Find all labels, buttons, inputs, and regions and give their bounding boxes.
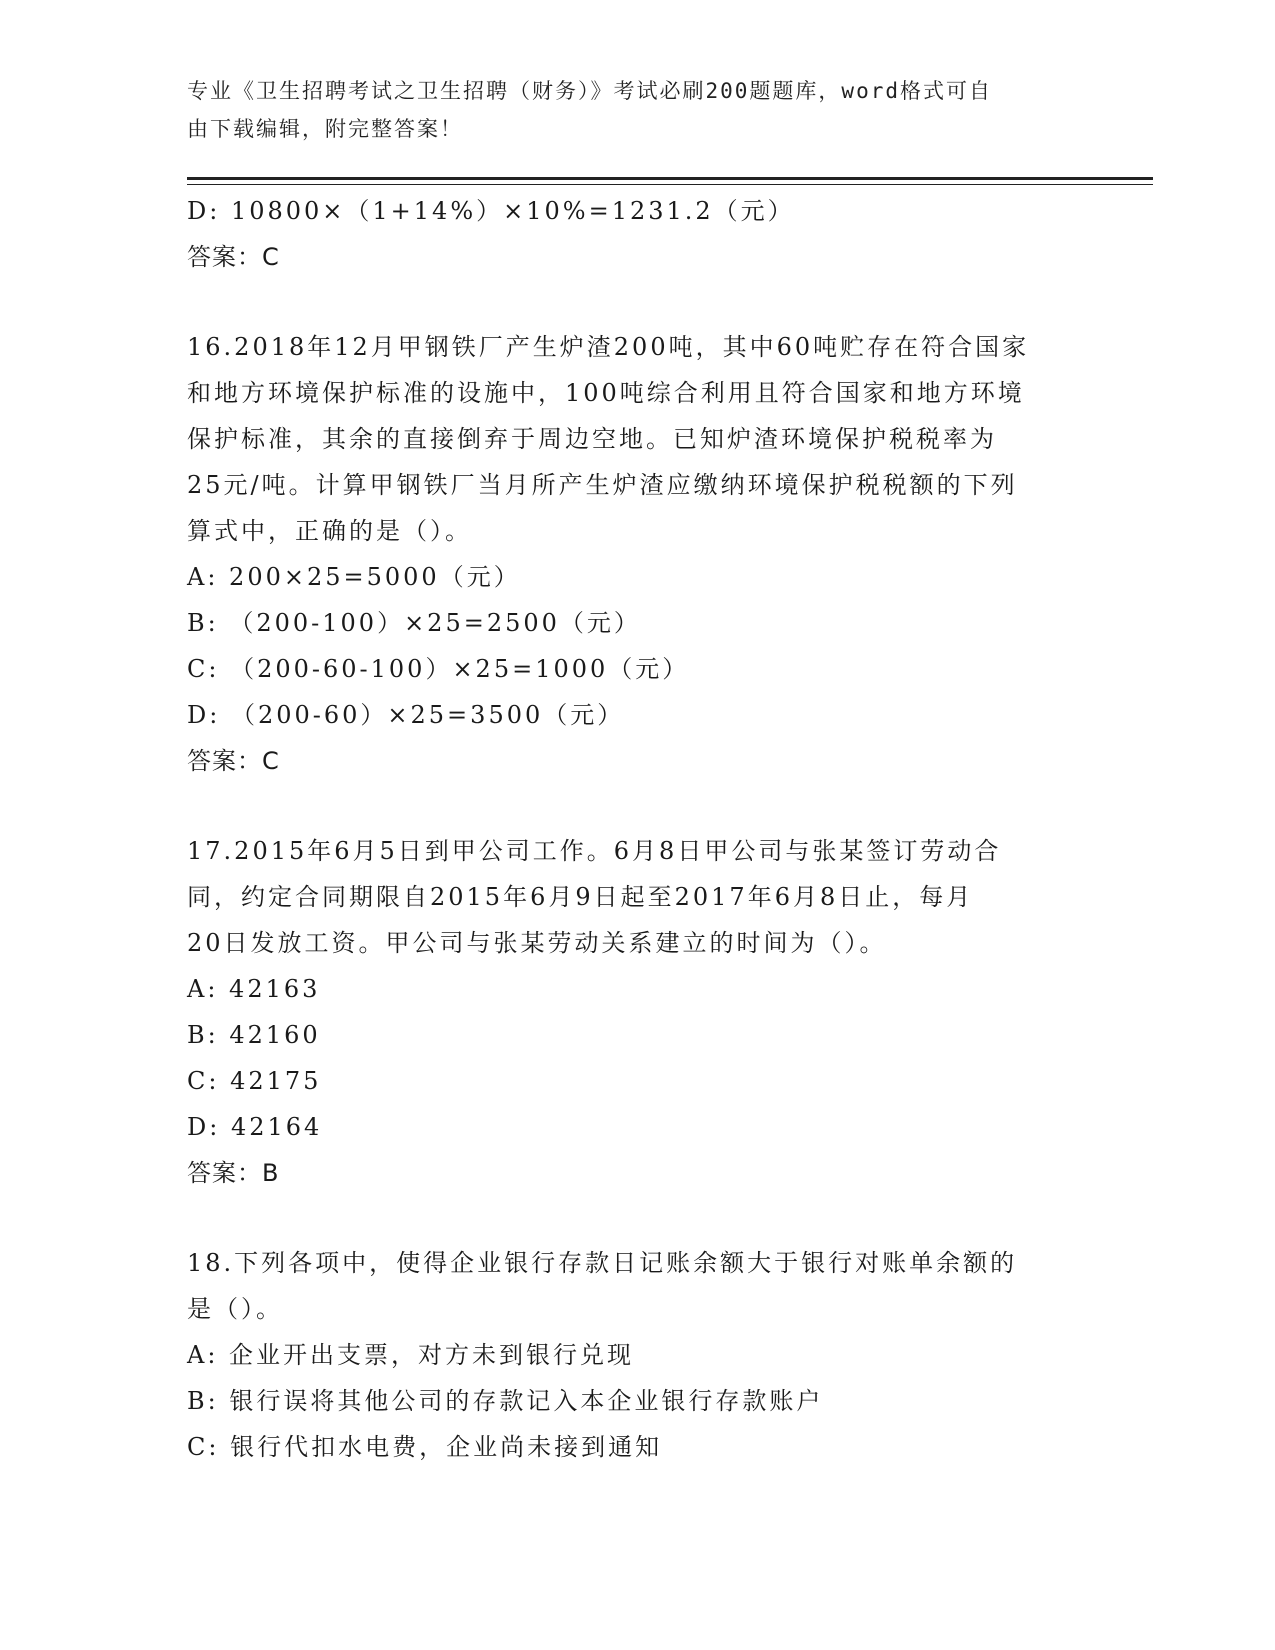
option-c: C: （200-60-100）×25=1000（元）	[187, 655, 690, 683]
spacer	[187, 280, 1087, 324]
header-rule-thin	[187, 184, 1153, 185]
header-line-2: 由下载编辑，附完整答案！	[187, 117, 463, 141]
document-body	[187, 188, 1087, 1470]
option-d: D: （200-60）×25=3500（元）	[187, 701, 625, 729]
document-header	[187, 72, 1067, 148]
spacer	[187, 784, 1087, 828]
option-a: A: 200×25=5000（元）	[187, 563, 521, 591]
question-text-line: 25元/吨。计算甲钢铁厂当月所产生炉渣应缴纳环境保护税税额的下列	[187, 471, 1018, 499]
option-a: A: 42163	[187, 975, 321, 1003]
option-d: D: 10800×（1+14%）×10%=1231.2（元）	[187, 197, 795, 225]
question-17	[187, 828, 1087, 1196]
option-b: B: （200-100）×25=2500（元）	[187, 609, 641, 637]
option-c: C: 42175	[187, 1067, 322, 1095]
answer-line: 答案：C	[187, 243, 280, 271]
header-rule-thick	[187, 177, 1153, 180]
question-text-line: 是（）。	[187, 1295, 283, 1323]
question-text-line: 保护标准，其余的直接倒弃于周边空地。已知炉渣环境保护税税率为	[187, 425, 997, 453]
previous-question-tail	[187, 188, 1087, 280]
question-text-line: 18.下列各项中，使得企业银行存款日记账余额大于银行对账单余额的	[187, 1249, 1018, 1277]
option-b: B: 银行误将其他公司的存款记入本企业银行存款账户	[187, 1387, 824, 1415]
option-a: A: 企业开出支票，对方未到银行兑现	[187, 1341, 635, 1369]
spacer	[187, 1196, 1087, 1240]
answer-line: 答案：C	[187, 747, 280, 775]
option-c: C: 银行代扣水电费，企业尚未接到通知	[187, 1433, 663, 1461]
option-d: D: 42164	[187, 1113, 323, 1141]
answer-line: 答案：B	[187, 1159, 280, 1187]
header-line-1: 专业《卫生招聘考试之卫生招聘（财务）》考试必刷200题题库，word格式可自	[187, 79, 992, 103]
question-text-line: 17.2015年6月5日到甲公司工作。6月8日甲公司与张某签订劳动合	[187, 837, 1002, 865]
question-text-line: 同，约定合同期限自2015年6月9日起至2017年6月8日止，每月	[187, 883, 974, 911]
question-text-line: 算式中，正确的是（）。	[187, 517, 472, 545]
question-text-line: 16.2018年12月甲钢铁厂产生炉渣200吨，其中60吨贮存在符合国家	[187, 333, 1030, 361]
question-text-line: 20日发放工资。甲公司与张某劳动关系建立的时间为（）。	[187, 929, 887, 957]
question-18	[187, 1240, 1087, 1470]
question-text-line: 和地方环境保护标准的设施中，100吨综合利用且符合国家和地方环境	[187, 379, 1025, 407]
question-16	[187, 324, 1087, 784]
option-b: B: 42160	[187, 1021, 321, 1049]
